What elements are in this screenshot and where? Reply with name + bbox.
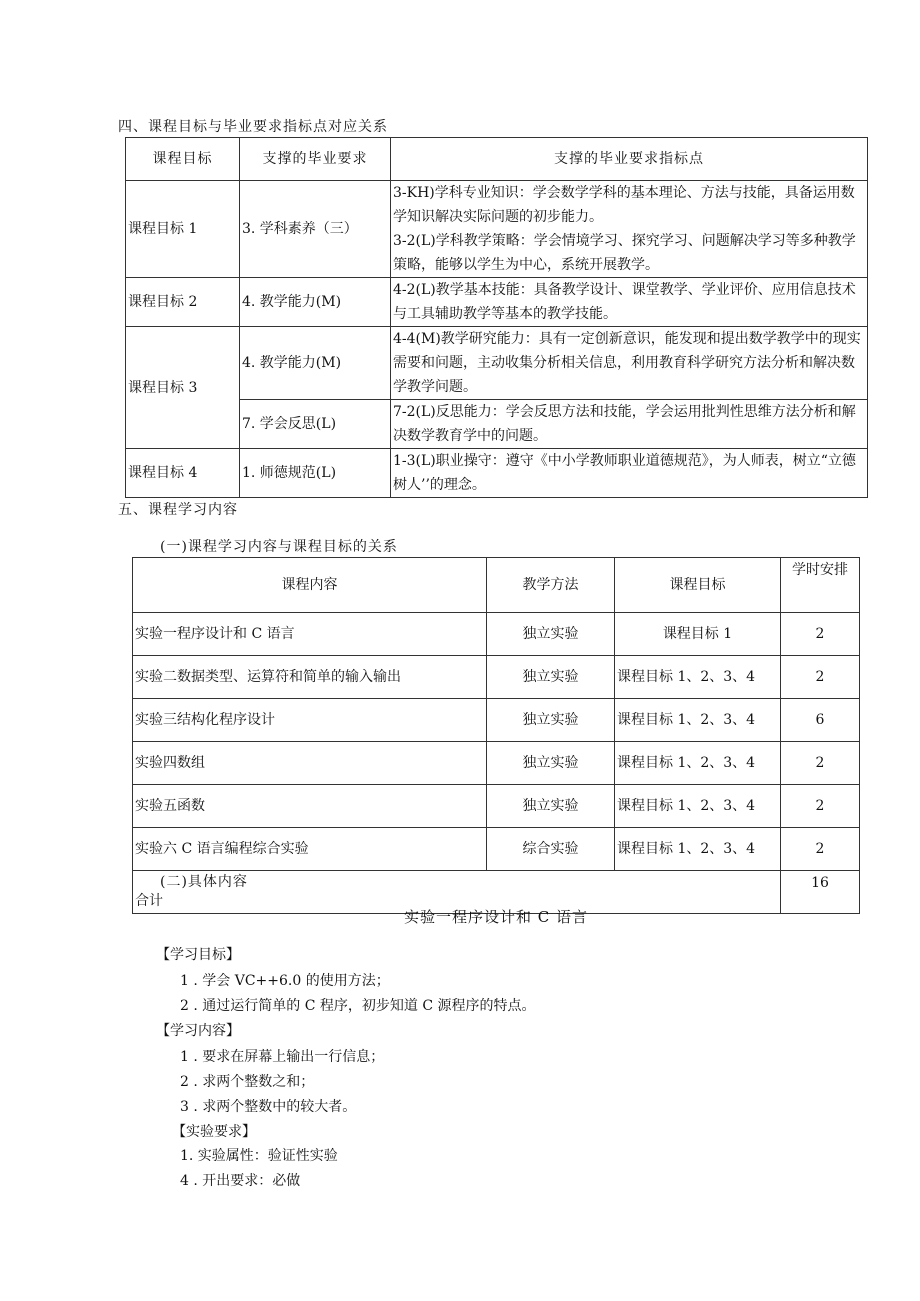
table-row — [133, 613, 860, 656]
learning-goals-heading: 【学习目标】 — [156, 947, 240, 963]
points-cell: 7-2(L)反思能力：学会反思方法和技能，学会运用批判性思维方法分析和解决数学教育学中的问题。 — [391, 400, 868, 449]
points-cell: 4-2(L)教学基本技能：具备教学设计、课堂教学、学业评价、应用信息技术与工具辅助教学等基本的教学技能。 — [391, 278, 868, 327]
goal-cell: 课程目标 1、2、3、4 — [615, 742, 781, 785]
requirement-item: 4 . 开出要求：必做 — [180, 1173, 301, 1189]
content-item: 3 . 求两个整数中的较大者。 — [180, 1099, 357, 1115]
table-header-row — [133, 558, 860, 613]
section4-heading: 四、课程目标与毕业要求指标点对应关系 — [118, 119, 388, 135]
hours-cell: 6 — [781, 699, 860, 742]
requirement-cell: 1. 师德规范(L) — [240, 449, 391, 498]
header-cell: 课程目标 — [126, 138, 240, 181]
goal-requirement-table — [125, 137, 868, 498]
table-row — [133, 742, 860, 785]
content-cell: 实验二数据类型、运算符和简单的输入输出 — [133, 656, 487, 699]
hours-cell: 2 — [781, 613, 860, 656]
header-cell: 支撑的毕业要求 — [240, 138, 391, 181]
requirement-cell: 4. 教学能力(M) — [240, 278, 391, 327]
hours-cell: 2 — [781, 785, 860, 828]
hours-cell: 2 — [781, 828, 860, 871]
table-row — [126, 278, 868, 327]
goal-cell: 课程目标 3 — [126, 327, 240, 449]
point-text: 3-KH)学科专业知识：学会数学学科的基本理论、方法与技能，具备运用数学知识解决实际问题的初步能力。 — [393, 185, 855, 225]
goal-cell: 课程目标 1、2、3、4 — [615, 699, 781, 742]
content-goal-table — [132, 557, 860, 914]
content-item: 2 . 求两个整数之和； — [180, 1074, 315, 1090]
content-cell: 实验四数组 — [133, 742, 487, 785]
header-cell: 课程内容 — [133, 558, 487, 613]
content-cell: 实验三结构化程序设计 — [133, 699, 487, 742]
method-cell: 独立实验 — [487, 613, 615, 656]
table-row — [133, 785, 860, 828]
points-cell — [391, 181, 868, 278]
learning-content-heading: 【学习内容】 — [156, 1023, 240, 1039]
table-row — [133, 828, 860, 871]
method-cell: 独立实验 — [487, 656, 615, 699]
content-item: 1 . 要求在屏幕上输出一行信息； — [180, 1049, 385, 1065]
table-row — [126, 449, 868, 498]
table-row — [126, 181, 868, 278]
header-cell: 课程目标 — [615, 558, 781, 613]
experiment-title: 实验一程序设计和 C 语言 — [403, 908, 588, 926]
requirement-cell: 7. 学会反思(L) — [240, 400, 391, 449]
total-label-cell: 合计 — [133, 871, 781, 914]
requirement-cell: 3. 学科素养（三） — [240, 181, 391, 278]
goal-cell: 课程目标 1、2、3、4 — [615, 656, 781, 699]
subsection1-heading: (一)课程学习内容与课程目标的关系 — [160, 539, 398, 555]
content-cell: 实验五函数 — [133, 785, 487, 828]
table-row — [126, 327, 868, 400]
header-cell: 支撑的毕业要求指标点 — [391, 138, 868, 181]
hours-cell: 2 — [781, 656, 860, 699]
point-text: 3-2(L)学科教学策略：学会情境学习、探究学习、问题解决学习等多种教学策略，能够以学生为中心，系统开展教学。 — [393, 233, 856, 273]
points-cell: 4-4(M)教学研究能力：具有一定创新意识，能发现和提出数学教学中的现实需要和问题，主动收集分析相关信息，利用教育科学研究方法分析和解决数学教学问题。 — [391, 327, 868, 400]
subsection2-heading: (二)具体内容 — [160, 874, 248, 890]
section5-heading: 五、课程学习内容 — [118, 502, 238, 518]
goal-cell: 课程目标 4 — [126, 449, 240, 498]
method-cell: 综合实验 — [487, 828, 615, 871]
requirement-item: 1. 实验属性：验证性实验 — [180, 1148, 338, 1164]
goal-cell: 课程目标 1 — [126, 181, 240, 278]
hours-cell: 2 — [781, 742, 860, 785]
goal-item: 1 . 学会 VC++6.0 的使用方法； — [180, 973, 390, 989]
content-cell: 实验六 C 语言编程综合实验 — [133, 828, 487, 871]
points-cell: 1-3(L)职业操守：遵守《中小学教师职业道德规范》，为人师表，树立“立德树人’’的理念。 — [391, 449, 868, 498]
total-hours-cell: 16 — [781, 871, 860, 914]
method-cell: 独立实验 — [487, 699, 615, 742]
goal-cell: 课程目标 1 — [615, 613, 781, 656]
method-cell: 独立实验 — [487, 742, 615, 785]
header-cell: 学时安排 — [781, 558, 860, 613]
goal-cell: 课程目标 1、2、3、4 — [615, 828, 781, 871]
table-row — [133, 656, 860, 699]
goal-cell: 课程目标 1、2、3、4 — [615, 785, 781, 828]
header-cell: 教学方法 — [487, 558, 615, 613]
method-cell: 独立实验 — [487, 785, 615, 828]
experiment-requirements-heading: 【实验要求】 — [172, 1124, 256, 1140]
requirement-cell: 4. 教学能力(M) — [240, 327, 391, 400]
table-row — [133, 699, 860, 742]
table-header-row — [126, 138, 868, 181]
goal-item: 2 . 通过运行简单的 C 程序，初步知道 C 源程序的特点。 — [180, 998, 536, 1014]
content-cell: 实验一程序设计和 C 语言 — [133, 613, 487, 656]
goal-cell: 课程目标 2 — [126, 278, 240, 327]
